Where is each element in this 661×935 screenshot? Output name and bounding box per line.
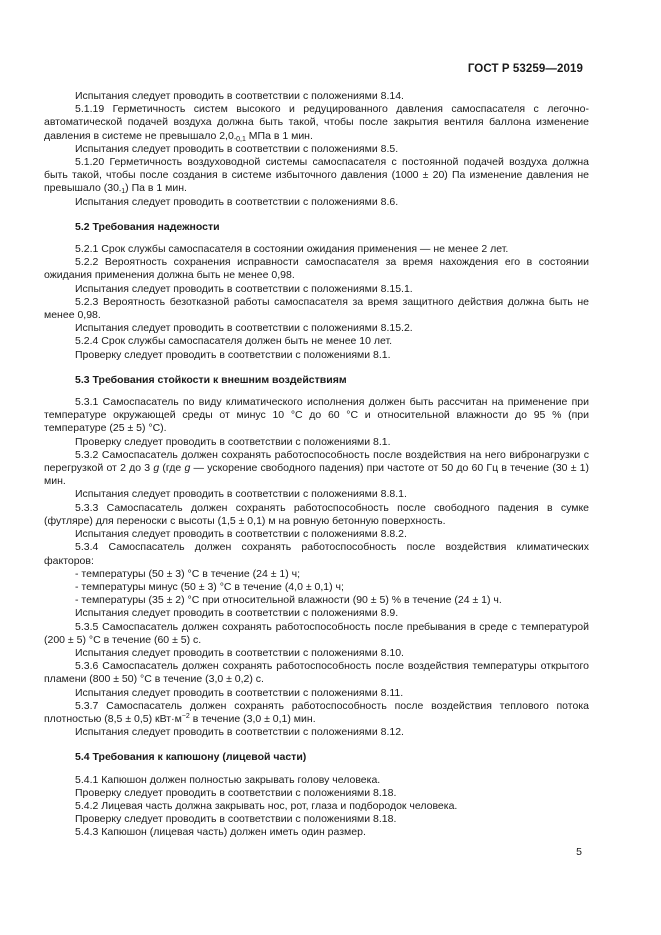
paragraph: 5.2.1 Срок службы самоспасателя в состоянии ожидания применения — не менее 2 лет.	[75, 243, 509, 256]
paragraph: Испытания следует проводить в соответствии с положениями 8.5.	[75, 142, 399, 155]
paragraph: Испытания следует проводить в соответствии с положениями 8.8.2.	[75, 528, 407, 541]
paragraph: Проверку следует проводить в соответствии с положениями 8.1.	[75, 435, 391, 448]
document-number: ГОСТ Р 53259—2019	[467, 63, 583, 75]
list-item: - температуры (35 ± 2) °С при относительной влажности (90 ± 5) % в течение (24 ± 1) ч.	[75, 594, 502, 607]
page-number: 5	[576, 846, 582, 858]
list-item: - температуры минус (50 ± 3) °С в течение (4,0 ± 0,1) ч;	[75, 580, 344, 593]
paragraph: Испытания следует проводить в соответствии с положениями 8.8.1.	[75, 488, 407, 501]
section-heading: 5.3 Требования стойкости к внешним воздействиям	[75, 373, 347, 386]
paragraph: 5.3.6 Самоспасатель должен сохранять работоспособность после воздействия температуры открытого пламени (800 ± 50) °С в течение (3,0 ± 0,2) с.	[44, 660, 589, 686]
paragraph: Испытания следует проводить в соответствии с положениями 8.11.	[75, 686, 404, 699]
paragraph: 5.4.1 Капюшон должен полностью закрывать голову человека.	[75, 773, 381, 786]
paragraph: 5.3.3 Самоспасатель должен сохранять работоспособность после свободного падения в сумке (футляре) для переноски с высоты (1,5 ± 0,1) м на ровную бетонную поверхность.	[44, 501, 589, 527]
paragraph: Испытания следует проводить в соответствии с положениями 8.6.	[75, 195, 399, 208]
paragraph: Испытания следует проводить в соответствии с положениями 8.9.	[75, 607, 399, 620]
paragraph: 5.3.5 Самоспасатель должен сохранять работоспособность после пребывания в среде с температурой (200 ± 5) °С в течение (60 ± 5) с.	[44, 620, 589, 646]
paragraph: Испытания следует проводить в соответствии с положениями 8.12.	[75, 726, 404, 739]
paragraph: Испытания следует проводить в соответствии с положениями 8.10.	[75, 646, 404, 659]
paragraph: Испытания следует проводить в соответствии с положениями 8.15.1.	[75, 282, 413, 295]
paragraph: 5.2.2 Вероятность сохранения исправности самоспасателя за время нахождения его в состоянии ожидания применения должна быть не менее 0,98.	[44, 256, 589, 282]
paragraph: Проверку следует проводить в соответствии с положениями 8.18.	[75, 813, 397, 826]
paragraph: Проверку следует проводить в соответствии с положениями 8.18.	[75, 786, 397, 799]
paragraph: 5.4.2 Лицевая часть должна закрывать нос, рот, глаза и подбородок человека.	[75, 799, 458, 812]
section-heading: 5.4 Требования к капюшону (лицевой части)	[75, 751, 307, 764]
paragraph: 5.3.1 Самоспасатель по виду климатического исполнения должен быть рассчитан на применение при температуре окружающей среды от минус 10 °С до 60 °С и относительной влажности до 95 % (при температуре (25 ± 5) °С).	[44, 396, 589, 435]
paragraph: 5.1.20 Герметичность воздуховодной системы самоспасателя с постоянной подачей воздуха должна быть такой, чтобы после создания в системе избыточного давления (1000 ± 20) Па изменение давления не превышало $(30_{-1})$ Па в 1 мин.	[44, 156, 589, 196]
paragraph: 5.2.4 Срок службы самоспасателя должен быть не менее 10 лет.	[75, 335, 393, 348]
paragraph: 5.3.2 Самоспасатель должен сохранять работоспособность после воздействия на него вибронагрузки с перегрузкой от 2 до 3 g (где g — ускорение свободного падения) при частоте от 50 до 60 Гц в течение (30 ± 1) мин.	[44, 448, 590, 488]
paragraph: 5.2.3 Вероятность безотказной работы самоспасателя за время защитного действия должна быть не менее 0,98.	[44, 295, 589, 322]
section-heading: 5.2 Требования надежности	[75, 220, 220, 233]
paragraph: Проверку следует проводить в соответствии с положениями 8.1.	[75, 348, 391, 361]
paragraph: 5.1.19 Герметичность систем высокого и редуцированного давления самоспасателя с легочно-автоматической подачей воздуха должна быть такой, чтобы после закрытия вентиля баллона изменение давления в системе не превышало $2,0_{-0,1}$ МПа в 1 мин.	[44, 103, 589, 143]
paragraph: Испытания следует проводить в соответствии с положениями 8.15.2.	[75, 322, 413, 335]
list-item: - температуры (50 ± 3) °С в течение (24 ± 1) ч;	[75, 567, 301, 580]
paragraph: 5.3.4 Самоспасатель должен сохранять работоспособность после воздействия климатических факторов:	[44, 541, 589, 567]
paragraph: Испытания следует проводить в соответствии с положениями 8.14.	[75, 90, 404, 102]
paragraph: 5.3.7 Самоспасатель должен сохранять работоспособность после воздействия теплового потока плотностью (8,5 ± 0,5) $кВт\cdot м^{-2}$ в течение (3,0 ± 0,1) мин.	[44, 699, 589, 725]
paragraph: 5.4.3 Капюшон (лицевая часть) должен иметь один размер.	[75, 826, 366, 839]
document-body	[44, 90, 589, 840]
